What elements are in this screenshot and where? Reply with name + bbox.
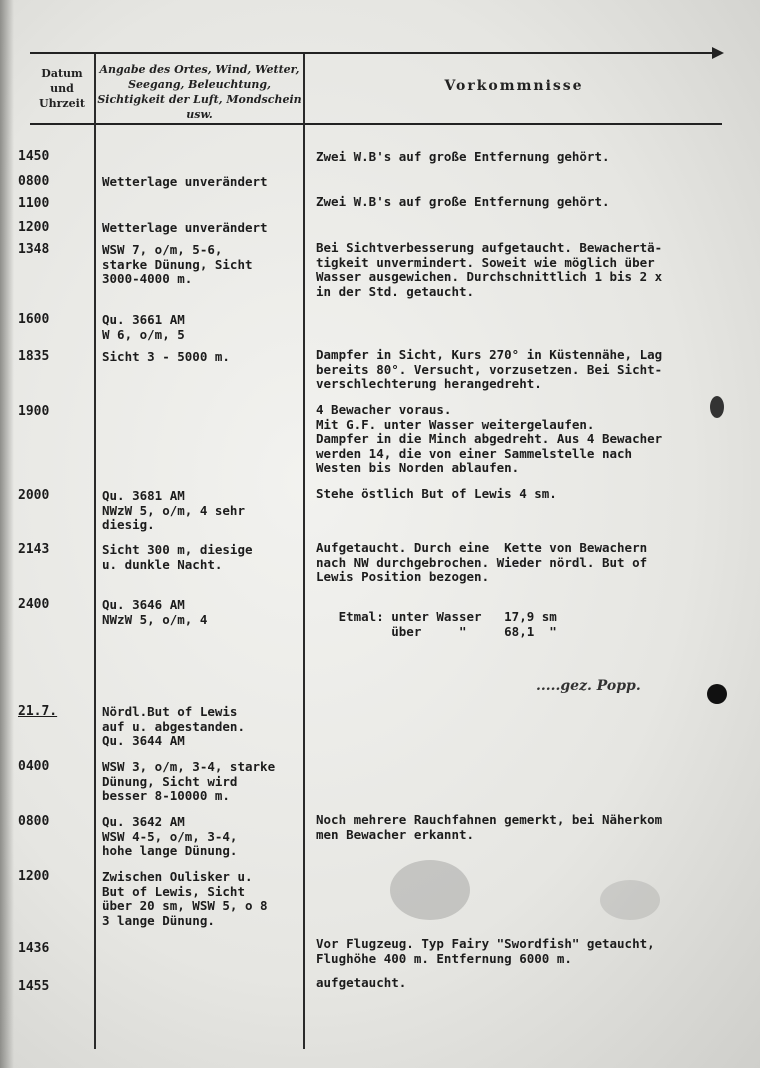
- row-place: Sicht 300 m, diesige u. dunkle Nacht.: [102, 542, 253, 572]
- row-time: 2400: [18, 597, 50, 612]
- header-place-weather: Angabe des Ortes, Wind, Wetter, Seegang, Beleuchtung, Sichtigkeit der Luft, Mondschein usw.: [97, 63, 302, 121]
- arrow-right-icon: [712, 47, 724, 59]
- row-time: 0800: [18, 814, 50, 829]
- row-events: Stehe östlich But of Lewis 4 sm.: [316, 486, 557, 501]
- row-place: Wetterlage unverändert: [102, 174, 268, 189]
- row-place: Qu. 3661 AM W 6, o/m, 5: [102, 312, 185, 342]
- column-divider-2: [303, 54, 305, 1049]
- row-events: Etmal: unter Wasser 17,9 sm über " 68,1 ": [338, 609, 557, 639]
- row-events: Noch mehrere Rauchfahnen gemerkt, bei Näherkom men Bewacher erkannt.: [316, 812, 663, 842]
- column-divider-1: [94, 54, 96, 1049]
- row-events: Vor Flugzeug. Typ Fairy "Swordfish" getaucht, Flughöhe 400 m. Entfernung 6000 m.: [316, 936, 655, 966]
- row-place: Qu. 3642 AM WSW 4-5, o/m, 3-4, hohe lange Dünung.: [102, 814, 238, 858]
- header-date-time: Datum und Uhrzeit: [39, 67, 85, 110]
- row-events: aufgetaucht.: [316, 975, 407, 990]
- top-rule: [30, 52, 720, 54]
- header-events: Vorkommnisse: [444, 78, 584, 94]
- row-events: Zwei W.B's auf große Entfernung gehört.: [316, 149, 610, 164]
- row-place: Zwischen Oulisker u. But of Lewis, Sicht über 20 sm, WSW 5, o 8 3 lange Dünung.: [102, 869, 268, 928]
- row-place: Qu. 3681 AM NWzW 5, o/m, 4 sehr diesig.: [102, 488, 245, 532]
- signature: .....gez. Popp.: [536, 678, 641, 694]
- row-time: 0400: [18, 759, 50, 774]
- row-events: Aufgetaucht. Durch eine Kette von Bewachern nach NW durchgebrochen. Wieder nördl. But of Lewis Position bezogen.: [316, 540, 648, 584]
- row-place: Qu. 3646 AM NWzW 5, o/m, 4: [102, 597, 208, 627]
- row-time: 1600: [18, 312, 50, 327]
- row-time: 2143: [18, 542, 50, 557]
- page-shadow: [0, 0, 14, 1068]
- row-time: 1455: [18, 979, 50, 994]
- row-time: 1436: [18, 941, 50, 956]
- stain: [600, 880, 660, 920]
- row-time: 1450: [18, 149, 50, 164]
- row-place: WSW 7, o/m, 5-6, starke Dünung, Sicht 3000-4000 m.: [102, 242, 253, 286]
- stain: [390, 860, 470, 920]
- row-time: 1200: [18, 869, 50, 884]
- ink-mark: [710, 396, 724, 418]
- row-time: 0800: [18, 174, 50, 189]
- row-events: Bei Sichtverbesserung aufgetaucht. Bewachertä- tigkeit unvermindert. Soweit wie möglich über Wasser ausgewichen. Durchschnittlich 1 bis 2 x in der Std. getaucht.: [316, 240, 663, 299]
- row-time: 1200: [18, 220, 50, 235]
- row-place: Sicht 3 - 5000 m.: [102, 349, 230, 364]
- row-date: 21.7.: [18, 704, 58, 719]
- row-time: 1100: [18, 196, 50, 211]
- row-time: 2000: [18, 488, 50, 503]
- row-place: WSW 3, o/m, 3-4, starke Dünung, Sicht wird besser 8-10000 m.: [102, 759, 276, 803]
- row-time: 1835: [18, 349, 50, 364]
- header-rule: [30, 123, 722, 125]
- punch-hole: [707, 684, 727, 704]
- row-place: Wetterlage unverändert: [102, 220, 268, 235]
- row-place: Nördl.But of Lewis auf u. abgestanden. Qu. 3644 AM: [102, 704, 245, 748]
- row-events: Zwei W.B's auf große Entfernung gehört.: [316, 194, 610, 209]
- row-events: 4 Bewacher voraus. Mit G.F. unter Wasser weitergelaufen. Dampfer in die Minch abgedreht. Aus 4 Bewacher werden 14, die von einer Sammelstelle nach Westen bis Norden ablaufen.: [316, 402, 663, 475]
- row-events: Dampfer in Sicht, Kurs 270° in Küstennähe, Lag bereits 80°. Versucht, vorzusetzen. Bei Sicht- verschlechterung herangedreht.: [316, 347, 663, 391]
- row-time: 1900: [18, 404, 50, 419]
- row-time: 1348: [18, 242, 50, 257]
